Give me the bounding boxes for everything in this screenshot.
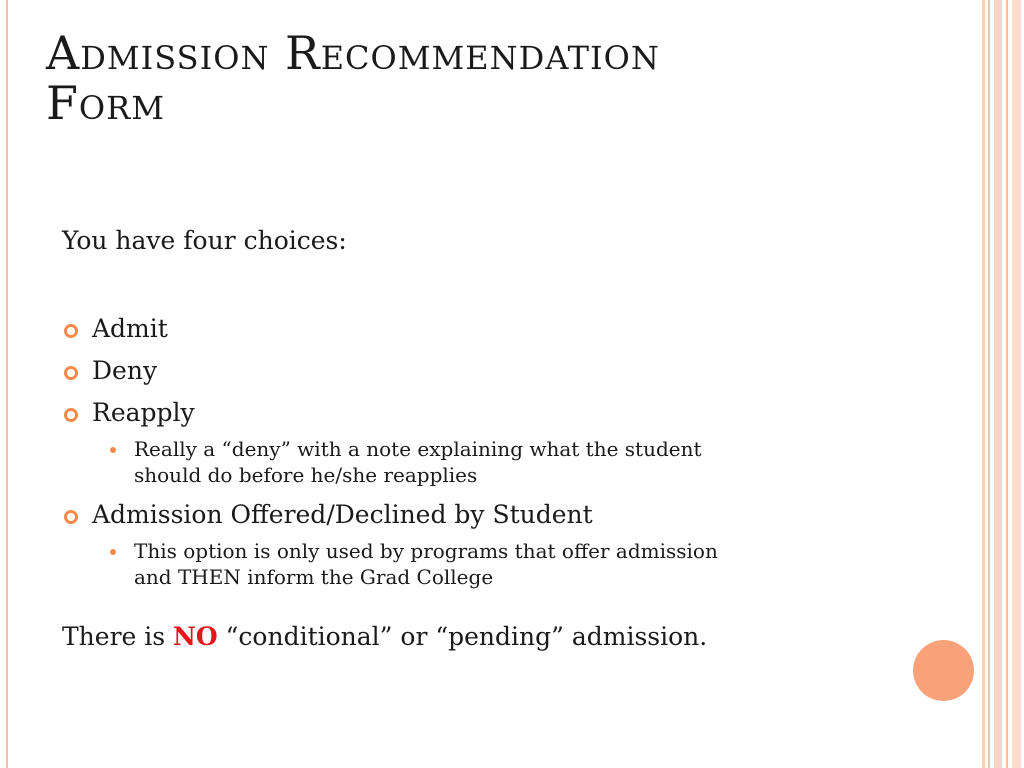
footer-text-before: There is [62,622,174,651]
offered-declined-note [62,538,882,590]
dot-bullet-icon [110,447,116,453]
title-line-2: Form [46,76,166,130]
note-line: This option is only used by programs that offer admission [134,539,718,563]
decorative-circle [913,640,974,701]
footer-text-after: “conditional” or “pending” admission. [217,622,708,651]
left-border-line [6,0,8,768]
note-line: should do before he/she reapplies [134,463,478,487]
choice-offered-declined [62,500,882,530]
circle-bullet-icon [64,324,78,338]
note-line: and THEN inform the Grad College [134,565,494,589]
slide-title [46,28,946,128]
slide-body [62,224,882,654]
dot-bullet-icon [110,549,116,555]
footer-statement [62,620,882,654]
circle-bullet-icon [64,510,78,524]
circle-bullet-icon [64,408,78,422]
choice-label: Admit [92,314,168,343]
reapply-note [62,436,882,488]
title-line-1: Admission Recommendation [46,26,660,80]
choice-label: Reapply [92,398,195,427]
choice-reapply [62,398,882,428]
intro-text: You have four choices: [62,226,347,255]
choice-admit [62,314,882,344]
footer-emphasis: NO [173,622,218,651]
circle-bullet-icon [64,366,78,380]
note-line: Really a “deny” with a note explaining what the student [134,437,702,461]
choice-deny [62,356,882,386]
choice-label: Deny [92,356,158,385]
right-decorative-stripes [982,0,1024,768]
choice-label: Admission Offered/Declined by Student [92,500,593,529]
